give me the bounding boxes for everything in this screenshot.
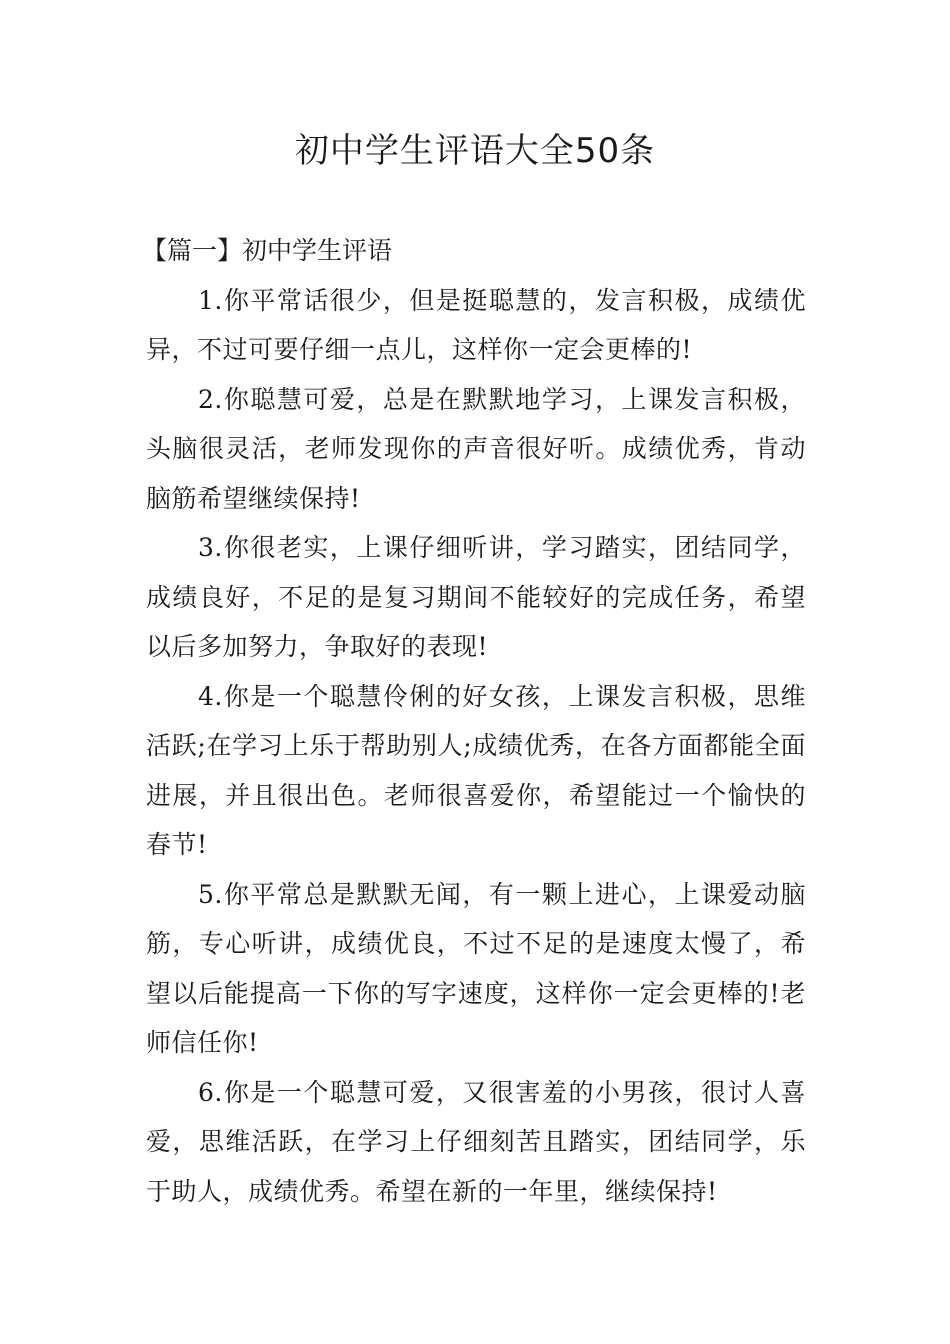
section-heading: 【篇一】初中学生评语 [142, 236, 393, 265]
comment-paragraph-6: 6.你是一个聪慧可爱，又很害羞的小男孩，很讨人喜爱，思维活跃，在学习上仔细刻苦且踏实，团结同学，乐于助人，成绩优秀。希望在新的一年里，继续保持! [146, 1077, 806, 1206]
document-body [142, 226, 806, 1216]
comment-paragraph-3: 3.你很老实，上课仔细听讲，学习踏实，团结同学，成绩良好，不足的是复习期间不能较好的完成任务，希望以后多加努力，争取好的表现! [146, 533, 806, 661]
comment-paragraph-4: 4.你是一个聪慧伶俐的好女孩，上课发言积极，思维活跃;在学习上乐于帮助别人;成绩优秀，在各方面都能全面进展，并且很出色。老师很喜爱你，希望能过一个愉快的春节! [146, 681, 806, 859]
document-title: 初中学生评语大全50条 [294, 131, 656, 171]
comment-paragraph-1: 1.你平常话很少，但是挺聪慧的，发言积极，成绩优异，不过可要仔细一点儿，这样你一定会更棒的! [146, 285, 806, 364]
comment-paragraph-2: 2.你聪慧可爱，总是在默默地学习，上课发言积极，头脑很灵活，老师发现你的声音很好听。成绩优秀，肯动脑筋希望继续保持! [146, 384, 806, 513]
comment-paragraph-5: 5.你平常总是默默无闻，有一颗上进心，上课爱动脑筋，专心听讲，成绩优良，不过不足的是速度太慢了，希望以后能提高一下你的写字速度，这样你一定会更棒的!老师信任你! [146, 879, 806, 1057]
